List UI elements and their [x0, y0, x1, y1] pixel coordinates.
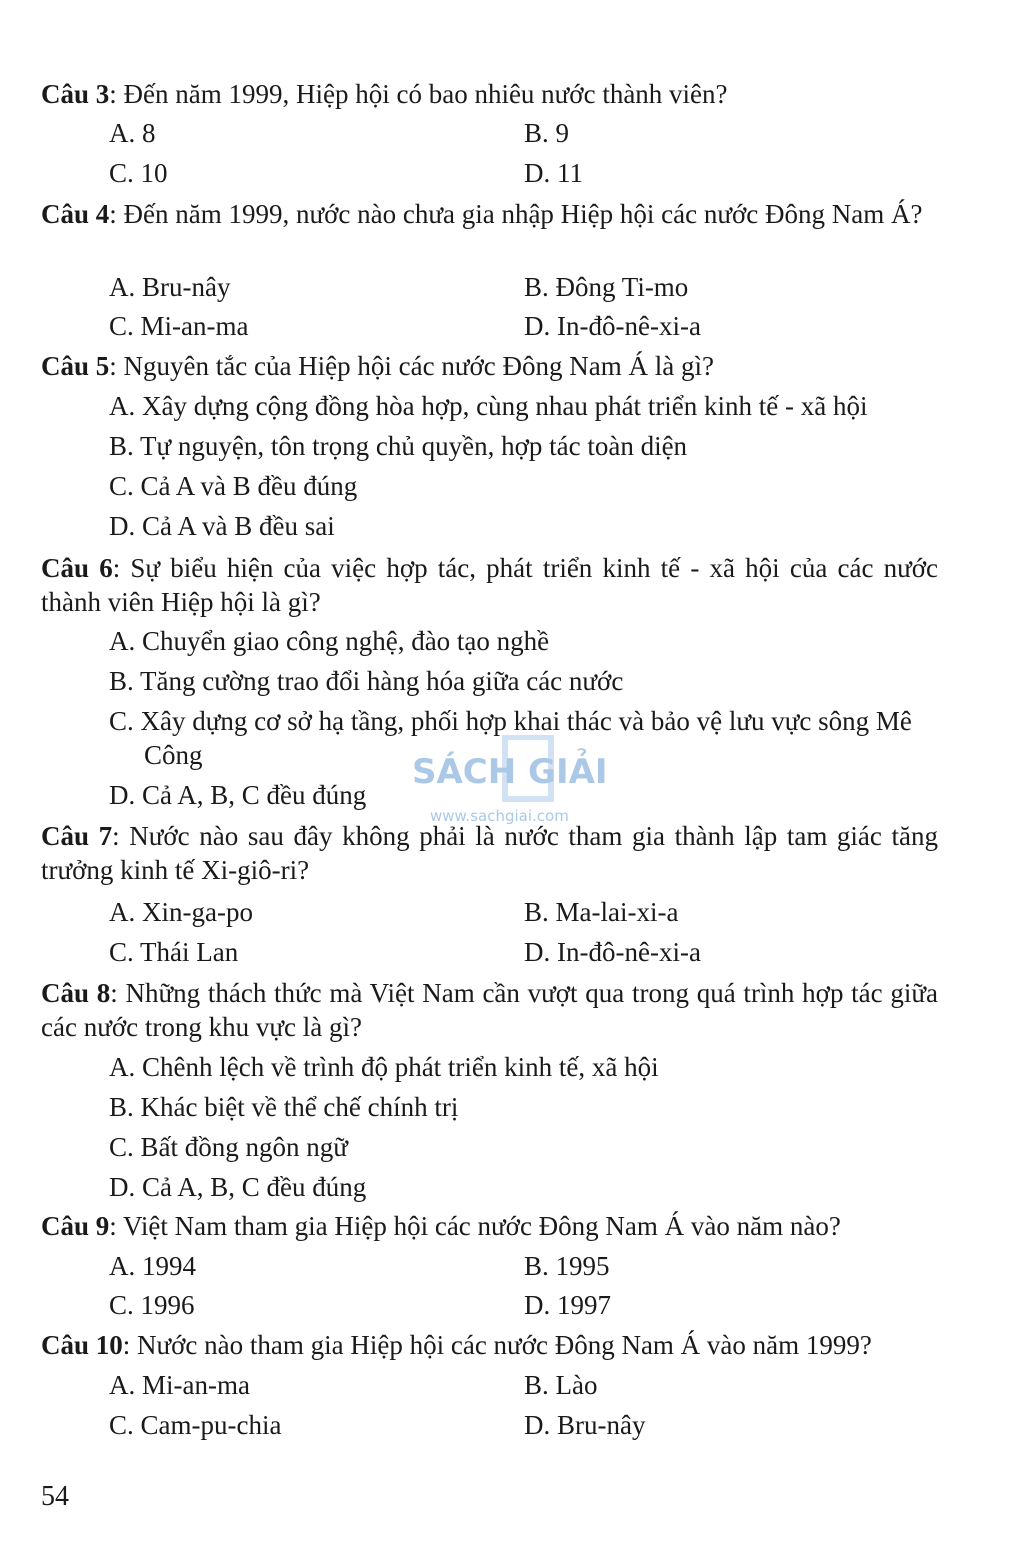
sachgiai-watermark-logo	[410, 735, 620, 830]
question-7: Câu 7: Nước nào sau đây không phải là nước tham gia thành lập tam giác tăng trưởng kinh tế Xi-giô-ri?	[41, 821, 939, 885]
question-7-option-d: D. In-đô-nê-xi-a	[524, 937, 701, 967]
question-4-option-d: D. In-đô-nê-xi-a	[524, 311, 701, 341]
question-8-option-a: A. Chênh lệch về trình độ phát triển kinh tế, xã hội	[109, 1052, 659, 1082]
question-3-option-c: C. 10	[109, 158, 168, 188]
question-7-option-b: B. Ma-lai-xi-a	[524, 897, 679, 927]
question-3-option-b: B. 9	[524, 118, 570, 148]
question-4: Câu 4: Đến năm 1999, nước nào chưa gia nhập Hiệp hội các nước Đông Nam Á?	[41, 199, 923, 229]
page-number: 54	[41, 1481, 69, 1512]
watermark-brand-text: SÁCH GIẢI	[412, 752, 608, 792]
question-7-option-c: C. Thái Lan	[109, 937, 239, 967]
question-5-option-a: A. Xây dựng cộng đồng hòa hợp, cùng nhau phát triển kinh tế - xã hội	[109, 391, 868, 421]
question-6-option-c: C. Xây dựng cơ sở hạ tầng, phối hợp khai thác và bảo vệ lưu vực sông Mê Công	[109, 706, 912, 770]
question-5: Câu 5: Nguyên tắc của Hiệp hội các nước Đông Nam Á là gì?	[41, 351, 714, 381]
question-4-option-c: C. Mi-an-ma	[109, 311, 249, 341]
question-8-option-d: D. Cả A, B, C đều đúng	[109, 1172, 367, 1202]
question-8-option-b: B. Khác biệt về thể chế chính trị	[109, 1092, 459, 1122]
question-6-option-d: D. Cả A, B, C đều đúng	[109, 780, 367, 810]
question-5-option-c: C. Cả A và B đều đúng	[109, 471, 358, 501]
question-8-option-c: C. Bất đồng ngôn ngữ	[109, 1132, 348, 1162]
question-3-option-d: D. 11	[524, 158, 583, 188]
watermark-url-text: www.sachgiai.com	[430, 807, 569, 825]
question-7-option-a: A. Xin-ga-po	[109, 897, 253, 927]
question-9-option-a: A. 1994	[109, 1251, 196, 1281]
question-5-option-b: B. Tự nguyện, tôn trọng chủ quyền, hợp tác toàn diện	[109, 431, 688, 461]
question-10-option-a: A. Mi-an-ma	[109, 1370, 250, 1400]
question-9-option-d: D. 1997	[524, 1290, 611, 1320]
question-4-option-a: A. Bru-nây	[109, 272, 231, 302]
question-10-option-b: B. Lào	[524, 1370, 598, 1400]
question-6-option-a: A. Chuyển giao công nghệ, đào tạo nghề	[109, 626, 550, 656]
question-3-option-a: A. 8	[109, 118, 156, 148]
question-5-option-d: D. Cả A và B đều sai	[109, 511, 335, 541]
question-9-option-c: C. 1996	[109, 1290, 195, 1320]
question-4-option-b: B. Đông Ti-mo	[524, 272, 689, 302]
question-10-option-c: C. Cam-pu-chia	[109, 1410, 282, 1440]
question-6-option-b: B. Tăng cường trao đổi hàng hóa giữa các nước	[109, 666, 624, 696]
question-9: Câu 9: Việt Nam tham gia Hiệp hội các nước Đông Nam Á vào năm nào?	[41, 1211, 841, 1241]
question-9-option-b: B. 1995	[524, 1251, 610, 1281]
question-6: Câu 6: Sự biểu hiện của việc hợp tác, phát triển kinh tế - xã hội của các nước thành viên Hiệp hội là gì?	[41, 553, 938, 617]
question-10-option-d: D. Bru-nây	[524, 1410, 646, 1440]
question-8: Câu 8: Những thách thức mà Việt Nam cần vượt qua trong quá trình hợp tác giữa các nước trong khu vực là gì?	[41, 978, 938, 1042]
question-3: Câu 3: Đến năm 1999, Hiệp hội có bao nhiêu nước thành viên?	[41, 79, 728, 109]
question-10: Câu 10: Nước nào tham gia Hiệp hội các nước Đông Nam Á vào năm 1999?	[41, 1330, 872, 1360]
